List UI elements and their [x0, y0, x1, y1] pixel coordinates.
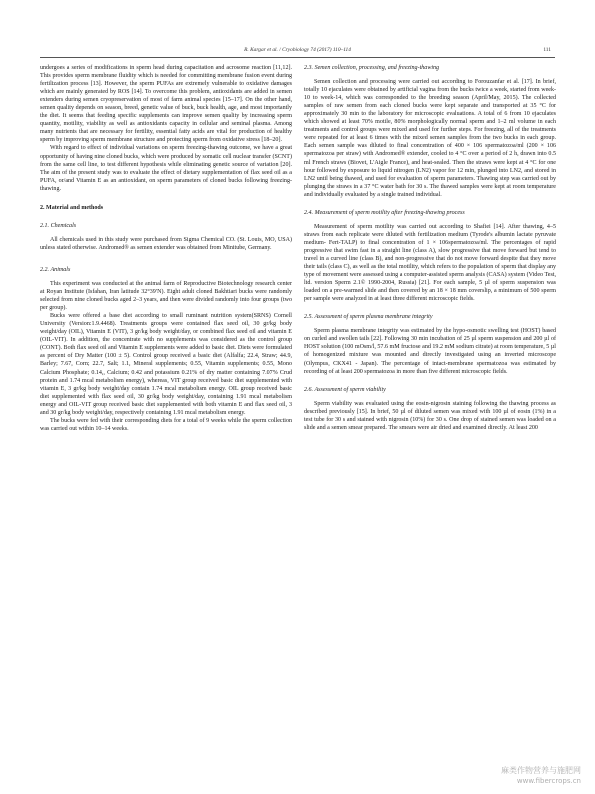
animals-paragraph-2: Bucks were offered a base diet according to small ruminant nutrition system(SRNS) Cornell University (Version:1.9.4468). Treatments groups were contained flax seed oil, 30 gr/kg body weight/day (OIL), Vitamin E (VIT), 3 gr/kg body weight/day, or combined flax seed oil and vitamin E (OIL-VIT). In addition, the concentrate with no supplements was considered as the control group (CONT). Both flax seed oil and Vitamin E supplements were added to basic diet. Diets were formulated as percent of Dry Matter (100 ± 5). Control group received a basic diet (Alfalfa; 22.4, Straw; 44.9, Barley; 7.67, Corn; 22.7, Salt; 1.1, Mineral supplements; 0.55, Vitamin supplements; 0.55, Mono Calcium Phosphate; 0.14,, Calcium; 0.42 and potassium 0.21% of dry matter containing 7.07% Crud protein and 1.74 mcal metabolism energy), whereas, VIT group received basic diet supplemented with vitamin E, 3 gr/kg body weight/day contain 1.74 mcal metabolism energy. OIL group received basic diet supplemented with flax seed oil, 30 gr/kg body weight/day, containing 1.91 mcal metabolism energy and OIL-VIT group received basic diet supplemented with both vitamin E and flax seed oil, 3 and 30 gr/kg body weight/day, respectively containing 1.91 mcal metabolism energy.	[40, 313, 292, 416]
intro-paragraph-2: With regard to effect of individual variations on sperm freezing-thawing outcome, we have a great opportunity of having nine cloned bucks, which were produced by somatic cell nuclear transfer (SCNT) from the same cell line, to test different hypothesis while eliminating genetic source of variation [20]. The aim of the present study was to evaluate the effect of dietary supplementation of flax seed oil as a PUFA, or/and Vitamin E as an antioxidant, on sperm parameters of cloned bucks following freezing-thawing.	[40, 145, 292, 192]
watermark-en: www.fibercrops.cn	[516, 777, 581, 785]
subsection-heading-chemicals: 2.1. Chemicals	[40, 222, 77, 229]
page-number: 111	[543, 47, 551, 53]
membrane-integrity-paragraph: Sperm plasma membrane integrity was estimated by the hypo-osmotic swelling test (HOST) based on curled and swollen tails [22]. Following 30 min incubation of 25 µl sperm suspension and 200 µl of HOST solution (100 mOsm/l, 57.6 mM fructose and 19.2 mM sodium citrate) at room temperature, 5 µl of homogenized mixture was mounted and directly investigated using an inverted microscope (Olympus, CKX41 - Japan). The percentage of intact-membrane spermatozoa was estimated by recording of at least 200 spermatozoa in more than five different microscopic fields.	[304, 328, 556, 375]
semen-collection-paragraph: Semen collection and processing were carried out according to Forouzanfar et al. [17]. In brief, totally 10 ejaculates were obtained by artificial vagina from the bucks twice a week, started from week-10 to week-14, which was corresponded to the breeding season (April/May, 2015). The collected samples of raw semen from each cloned bucks were kept separate and transported at 35 °C for approximately 30 min to the laboratory for microscopic evaluations. A total of 6 from 10 ejaculates which showed at least 70% motile, 80% morphologically normal sperm and 1–2 ml volume in each treatments and control groups were mixed and used for further steps. For freezing, all of the treatments were repeated for at least 6 times with the mixed semen samples from the two bucks in each group. Each semen sample was diluted to final concentration of 400 × 106 spermatozoa/ml (200 × 106 spermatozoa per straw) with Andromed® extender, cooled to 4 °C over a period of 2 h, drawn into 0.5 ml French straws (Biovet, L'Aigle France), and heat-sealed. Then the straws were kept at 4 °C for one hour followed by exposure to liquid nitrogen (LN2) vapor for 12 min, plunged into LN2, and stored in LN2 until being thawed, and used for evaluation of sperm parameters. Thawing step was carried out by plunging the straws in a 37 °C water bath for 30 s. The thawed samples were kept at room temperature and individually evaluated by a single trained individual.	[304, 79, 556, 198]
running-head	[40, 47, 555, 57]
section-heading-methods: 2. Material and methods	[40, 204, 104, 211]
left-column	[40, 64, 292, 433]
animals-paragraph-3: The bucks were fed with their corresponding diets for a total of 9 weeks while the sperm collection was carried out within 10–14 weeks.	[40, 417, 292, 432]
site-watermark	[501, 766, 581, 786]
subsection-heading-motility: 2.4. Measurement of sperm motility after freezing-thawing process	[304, 209, 465, 216]
watermark-cn: 麻类作物营养与施肥网	[501, 766, 581, 775]
motility-paragraph: Measurement of sperm motility was carried out according to Shafiei [14]. After thawing, 4–5 straws from each replicate were diluted with fertilization medium (Tyrode's albumin lactate pyruvate medium- Fert-TALP) to final concentration of 1 × 106spermatozoa/ml. The percentages of rapid progressive that swim fast in a straight line (class A), slow progressive that move forward but tend to travel in a curved line (class B), and non-progressive that do not move forward despite that they move their tails (class C), as well as the total motility, which refers to the population of sperm that display any type of movement were assessed using a computer-assisted sperm analysis (CASA) system (Video Test, ltd. version Sperm 2.1© 1990-2004, Russia) [21]. For each sample, 5 µl of sperm suspension was loaded on a pre-warmed slide and then covered by an 18 × 18 mm coverslip, a minimum of 500 sperm per sample were analyzed in at least three different microscopic fields.	[304, 223, 556, 303]
running-title: R. Kargar et al. / Cryobiology 74 (2017) 110–114	[244, 47, 351, 53]
right-column	[304, 64, 556, 432]
animals-paragraph-1: This experiment was conducted at the animal farm of Reproductive Biotechnology research center at Royan Institute (Isfahan, Iran latitude 32°39′N). Eight adult cloned Bakhtiari bucks were randomly selected from nine cloned bucks aged 2–3 years, and then were divided randomly into four groups (two per group).	[40, 280, 292, 312]
intro-paragraph-1: undergoes a series of modifications in sperm head during capacitation and acrosome reaction [11,12]. This provides sperm membrane fluidity which is needed for committing membrane fusion event during fertilization process [13]. However, the sperm PUFAs are extremely vulnerable to oxidative damages which are mainly generated by ROS [14]. To overcome this problem, antioxidants are added in semen extenders during semen cryopreservation of most of farm animal species [15–17]. On the other hand, semen quality depends on season, breed, genetic value of buck, buck health, age, and most importantly the diet. It seems that feeding specific supplements can improve semen quality by increasing sperm quantity, motility, viability as well as antioxidants capacity in cellular and seminal plasma. Among many nutrients that are necessary for fertility, essential fatty acids are vital for production of healthy sperm by improving sperm membrane structure and protecting sperm from oxidative stress [18–20].	[40, 65, 292, 144]
subsection-heading-viability: 2.6. Assessment of sperm viability	[304, 386, 386, 393]
header-rule	[40, 57, 555, 58]
subsection-heading-membrane-integrity: 2.5. Assessment of sperm plasma membrane integrity	[304, 314, 433, 321]
chemicals-paragraph: All chemicals used in this study were purchased from Sigma Chemical CO. (St. Louis, MO, USA) unless stated otherwise. Andromed® as semen extender was obtained from Minitube, Germany.	[40, 236, 292, 251]
viability-paragraph: Sperm viability was evaluated using the eosin-nigrosin staining following the thawing process as described previously [15]. In brief, 50 µl of diluted semen was mixed with 100 µl of eosin (1%) in a test tube for 30 s and stained with nigrosin (10%) for 30 s. One drop of stained semen was loaded on a slide and a semen smear prepared. The smears were air dried and examined directly. At least 200	[304, 400, 556, 431]
subsection-heading-animals: 2.2. Animals	[40, 266, 71, 273]
subsection-heading-semen-collection: 2.3. Semen collection, processing, and freezing-thawing	[304, 65, 440, 71]
